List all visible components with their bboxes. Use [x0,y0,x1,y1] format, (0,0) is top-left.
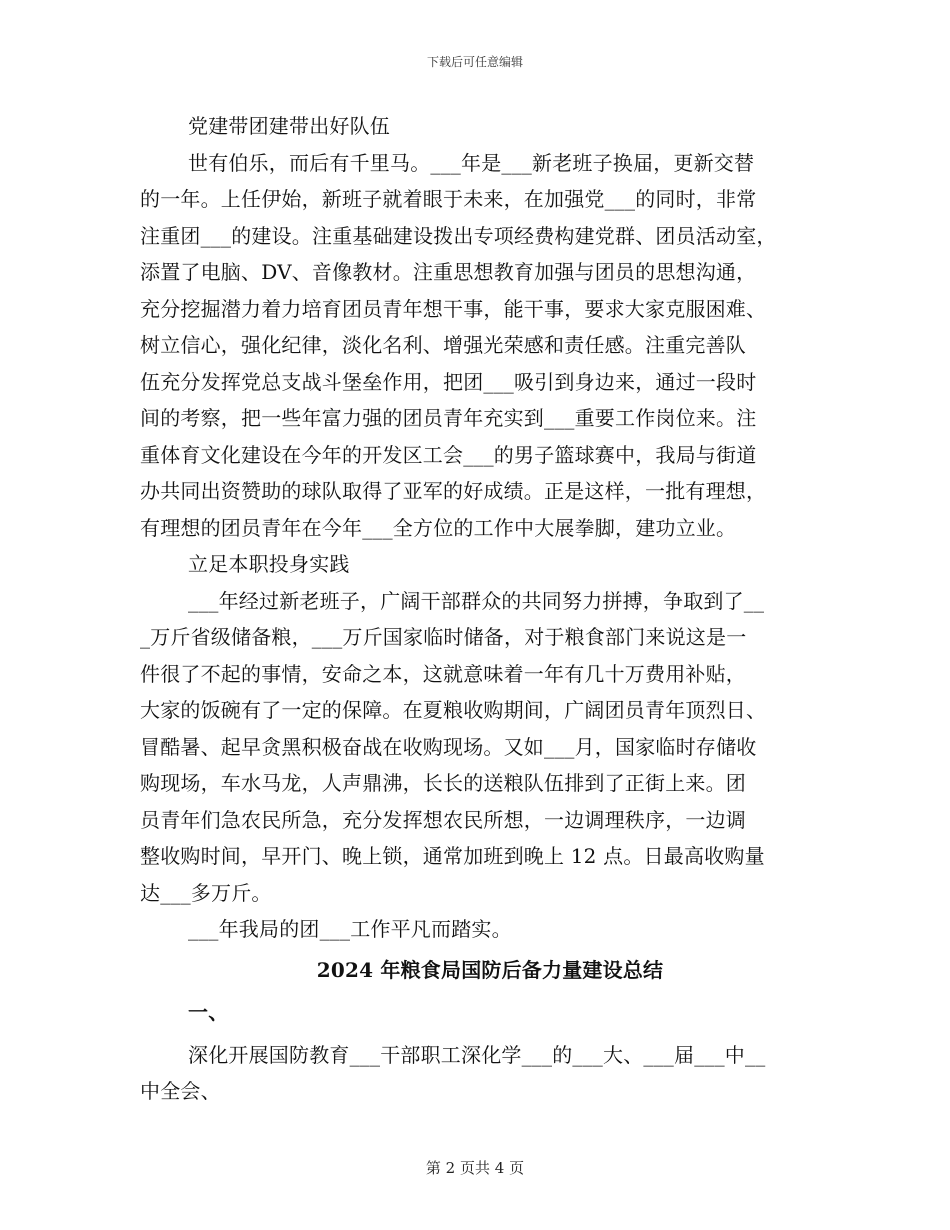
page-number: 第 2 页共 4 页 [425,1159,525,1177]
document-body [140,108,820,1110]
paragraph-line: 有理想的团员青年在今年___全方位的工作中大展拳脚，建功立业。 [140,515,737,540]
paragraph-line: 世有伯乐，而后有千里马。___年是___新老班子换届，更新交替 [188,150,755,175]
paragraph-line: 伍充分发挥党总支战斗堡垒作用，把团___吸引到身边来，通过一段时 [140,369,757,394]
paragraph-line: 的一年。上任伊始，新班子就着眼于未来，在加强党___的同时，非常 [140,187,757,211]
paragraph-line: 件很了不起的事情，安命之本，这就意味着一年有几十万费用补贴， [140,661,746,686]
paragraph-line: 树立信心，强化纪律，淡化名利、增强光荣感和责任感。注重完善队 [140,333,746,357]
paragraph-line: ___年我局的团___工作平凡而踏实。 [188,917,512,941]
paragraph-line: 员青年们急农民所急，充分发挥想农民所想，一边调理秩序，一边调 [140,807,746,832]
section-heading: 立足本职投身实践 [188,552,350,576]
paragraph-line: 添置了电脑、DV、音像教材。注重思想教育加强与团员的思想沟通， [140,260,757,284]
paragraph-line: 整收购时间，早开门、晚上锁，通常加班到晚上 12 点。日最高收购量 [140,844,765,868]
section-heading: 党建带团建带出好队伍 [188,114,390,138]
paragraph-line: _万斤省级储备粮，___万斤国家临时储备，对于粮食部门来说这是一 [140,625,747,649]
paragraph-line: 重体育文化建设在今年的开发区工会___的男子篮球赛中，我局与街道 [140,442,757,467]
paragraph-line: 间的考察，把一些年富力强的团员青年充实到___重要工作岗位来。注 [140,406,757,430]
paragraph-line: 冒酷暑、起早贪黑积极奋战在收购现场。又如___月，国家临时存储收 [140,734,757,759]
paragraph-line: ___年经过新老班子，广阔干部群众的共同努力拼搏，争取到了__ [188,588,765,613]
paragraph-line: 达___多万斤。 [140,880,272,905]
document-title: 2024 年粮食局国防后备力量建设总结 [316,957,664,982]
paragraph-line: 充分挖掘潜力着力培育团员青年想干事，能干事，要求大家克服困难、 [140,296,767,321]
paragraph-line: 购现场，车水马龙，人声鼎沸，长长的送粮队伍排到了正街上来。团 [140,771,746,795]
paragraph-line: 大家的饭碗有了一定的保障。在夏粮收购期间，广阔团员青年顶烈日、 [140,698,767,722]
section-number: 一、 [188,1000,229,1024]
page-header: 下载后可任意编辑 [426,55,523,69]
paragraph-line: 中全会、 [140,1079,221,1103]
paragraph-line: 注重团___的建设。注重基础建设拨出专项经费构建党群、团员活动室， [140,223,777,248]
paragraph-line: 办共同出资赞助的球队取得了亚军的好成绩。正是这样，一批有理想， [140,479,767,503]
paragraph-line: 深化开展国防教育___干部职工深化学___的___大、___届___中__ [188,1042,766,1067]
